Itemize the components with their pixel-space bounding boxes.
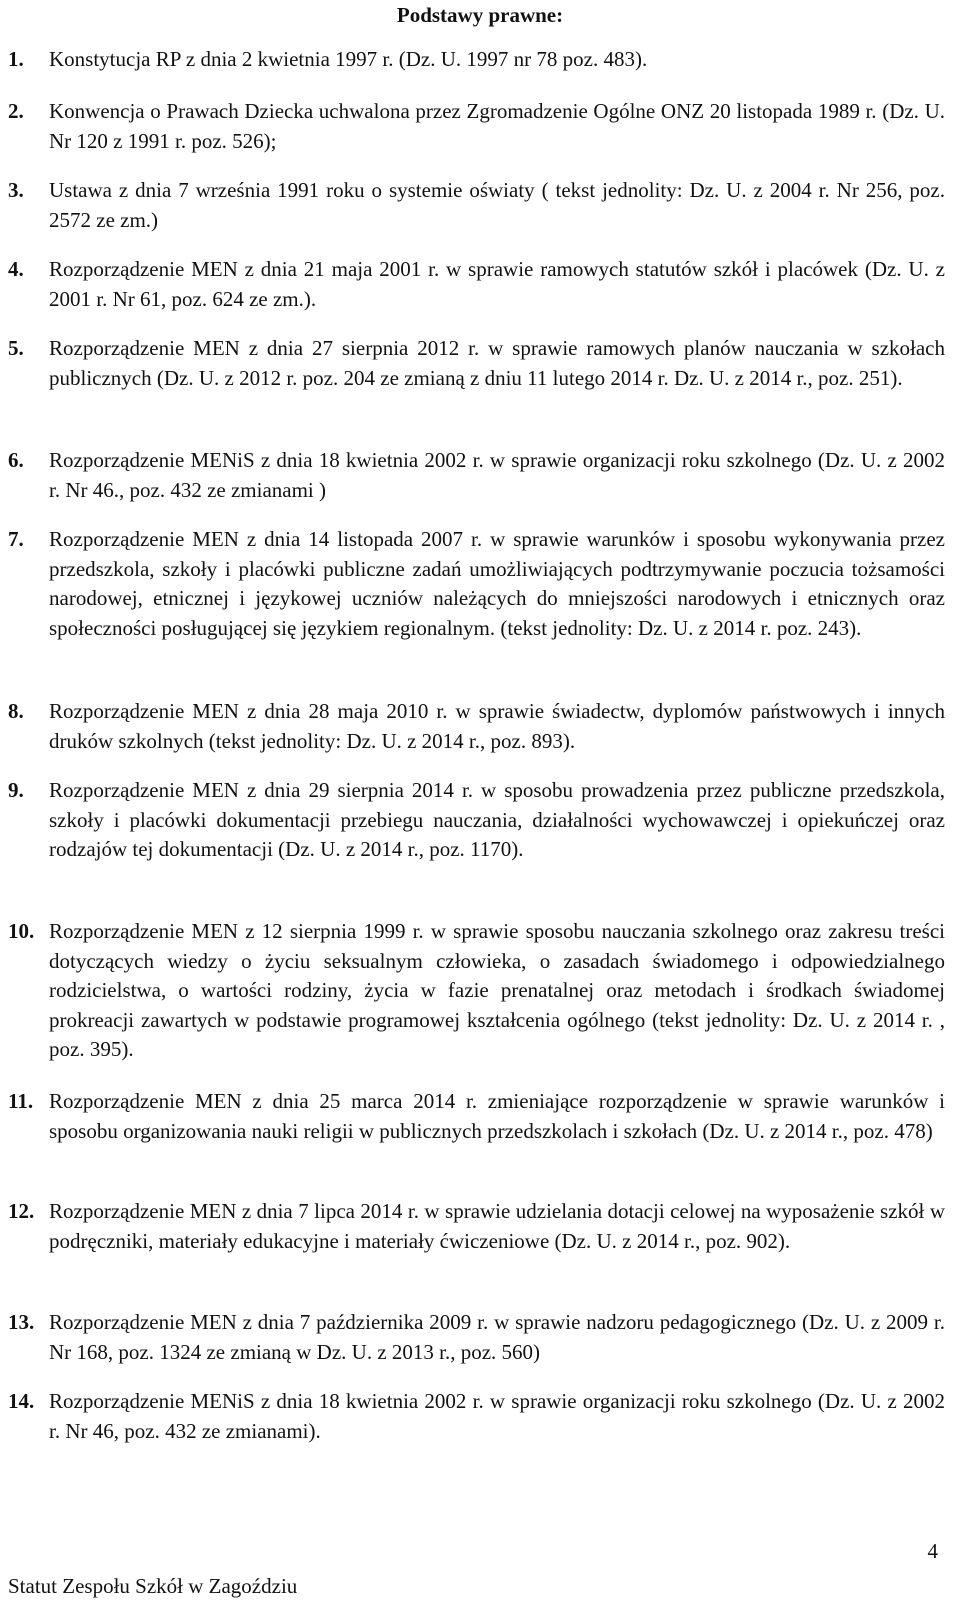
list-item: [8, 334, 945, 393]
list-item-number: 10.: [8, 919, 35, 943]
list-item: [8, 97, 945, 156]
document-heading: Podstawy prawne:: [396, 3, 564, 27]
list-item: [8, 525, 945, 643]
list-item-number: 1.: [8, 47, 24, 71]
list-item-text: Rozporządzenie MEN z dnia 29 sierpnia 2014 r. w sposobu prowadzenia przez publiczne przedszkola, szkoły i placówki dokumentacji przebiegu nauczania, działalności wychowawczej i opiekuńczej oraz rodzajów tej dokumentacji (Dz. U. z 2014 r., poz. 1170).: [49, 778, 945, 861]
list-item-number: 2.: [8, 99, 24, 123]
list-item: [8, 255, 945, 314]
list-item-text: Rozporządzenie MENiS z dnia 18 kwietnia 2002 r. w sprawie organizacji roku szkolnego (Dz. U. z 2002 r. Nr 46, poz. 432 ze zmianami).: [49, 1389, 945, 1443]
list-item-number: 14.: [8, 1389, 35, 1413]
list-item-text: Ustawa z dnia 7 września 1991 roku o systemie oświaty ( tekst jednolity: Dz. U. z 2004 r. Nr 256, poz. 2572 ze zm.): [49, 178, 945, 232]
list-item-text: Rozporządzenie MENiS z dnia 18 kwietnia 2002 r. w sprawie organizacji roku szkolnego (Dz. U. z 2002 r. Nr 46., poz. 432 ze zmianami ): [49, 448, 945, 502]
list-item-text: Konstytucja RP z dnia 2 kwietnia 1997 r. (Dz. U. 1997 nr 78 poz. 483).: [49, 47, 648, 71]
list-item: [8, 1087, 945, 1146]
list-item-number: 3.: [8, 178, 24, 202]
list-item: [8, 776, 945, 865]
list-item-text: Rozporządzenie MEN z dnia 25 marca 2014 r. zmieniające rozporządzenie w sprawie warunków i sposobu organizowania nauki religii w publicznych przedszkolach i szkołach (Dz. U. z 2014 r., poz. 478): [49, 1089, 945, 1143]
list-item-number: 12.: [8, 1199, 35, 1223]
list-item-number: 9.: [8, 778, 24, 802]
page-number: 4: [927, 1539, 938, 1563]
list-item-number: 13.: [8, 1310, 35, 1334]
list-item: [8, 917, 945, 1065]
list-item-number: 11.: [8, 1089, 34, 1113]
list-item: [8, 1197, 945, 1256]
list-item-number: 8.: [8, 699, 24, 723]
list-item-number: 5.: [8, 336, 24, 360]
list-item-text: Rozporządzenie MEN z dnia 21 maja 2001 r. w sprawie ramowych statutów szkół i placówek (Dz. U. z 2001 r. Nr 61, poz. 624 ze zm.).: [49, 257, 945, 311]
list-item-number: 4.: [8, 257, 24, 281]
list-item: [8, 697, 945, 756]
list-item: [8, 45, 945, 75]
list-item-text: Rozporządzenie MEN z dnia 7 października 2009 r. w sprawie nadzoru pedagogicznego (Dz. U. z 2009 r. Nr 168, poz. 1324 ze zmianą w Dz. U. z 2013 r., poz. 560): [49, 1310, 945, 1364]
list-item-text: Rozporządzenie MEN z dnia 28 maja 2010 r. w sprawie świadectw, dyplomów państwowych i innych druków szkolnych (tekst jednolity: Dz. U. z 2014 r., poz. 893).: [49, 699, 945, 753]
footer-title: Statut Zespołu Szkół w Zagoździu: [8, 1574, 298, 1598]
list-item-text: Rozporządzenie MEN z dnia 27 sierpnia 2012 r. w sprawie ramowych planów nauczania w szkołach publicznych (Dz. U. z 2012 r. poz. 204 ze zmianą z dniu 11 lutego 2014 r. Dz. U. z 2014 r., poz. 251).: [49, 336, 945, 390]
list-item-number: 7.: [8, 527, 24, 551]
list-item: [8, 176, 945, 235]
list-item: [8, 1387, 945, 1446]
list-item-text: Rozporządzenie MEN z dnia 7 lipca 2014 r. w sprawie udzielania dotacji celowej na wyposażenie szkół w podręczniki, materiały edukacyjne i materiały ćwiczeniowe (Dz. U. z 2014 r., poz. 902).: [49, 1199, 945, 1253]
list-item-number: 6.: [8, 448, 24, 472]
list-item-text: Rozporządzenie MEN z 12 sierpnia 1999 r. w sprawie sposobu nauczania szkolnego oraz zakresu treści dotyczących wiedzy o życiu seksualnym człowieka, o zasadach świadomego i odpowiedzialnego rodzicielstwa, o wartości rodziny, życia w fazie prenatalnej oraz metodach i środkach świadomej prokreacji zawartych w podstawie programowej kształcenia ogólnego (tekst jednolity: Dz. U. z 2014 r. , poz. 395).: [49, 919, 945, 1061]
list-item-text: Rozporządzenie MEN z dnia 14 listopada 2007 r. w sprawie warunków i sposobu wykonywania przez przedszkola, szkoły i placówki publiczne zadań umożliwiających podtrzymywanie poczucia tożsamości narodowej, etnicznej i językowej uczniów należących do mniejszości narodowych i etnicznych oraz społeczności posługującej się językiem regionalnym. (tekst jednolity: Dz. U. z 2014 r. poz. 243).: [49, 527, 945, 640]
list-item: [8, 1308, 945, 1367]
list-item: [8, 446, 945, 505]
list-item-text: Konwencja o Prawach Dziecka uchwalona przez Zgromadzenie Ogólne ONZ 20 listopada 1989 r. (Dz. U. Nr 120 z 1991 r. poz. 526);: [49, 99, 945, 153]
